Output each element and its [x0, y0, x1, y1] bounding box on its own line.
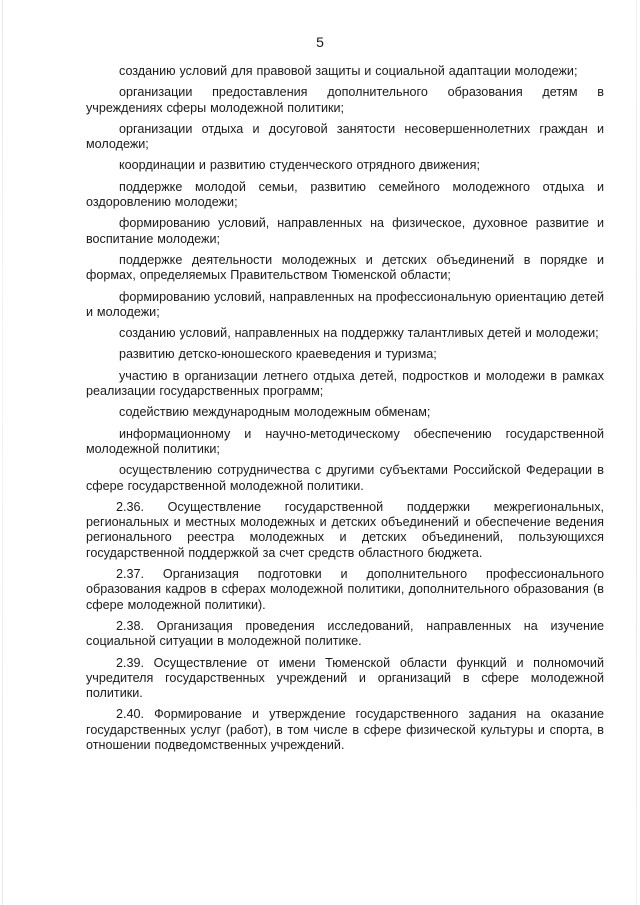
scan-edge-left — [2, 0, 3, 905]
numbered-item-2-39: 2.39. Осуществление от имени Тюменской области функций и полномочий учредителя государственных учреждений и организаций в сфере молодежной политики. — [86, 655, 604, 701]
numbered-item-2-40: 2.40. Формирование и утверждение государственного задания на оказание государственных услуг (работ), в том числе в сфере физической культуры и спорта, в отношении подведомственных учреждений. — [86, 707, 604, 752]
paragraph: поддержке молодой семьи, развитию семейного молодежного отдыха и оздоровлению молодежи; — [86, 179, 604, 210]
paragraph: поддержке деятельности молодежных и детских объединений в порядке и формах, определяемых Правительством Тюменской области; — [86, 252, 604, 283]
numbered-item-2-37: 2.37. Организация подготовки и дополнительного профессионального образования кадров в сферах молодежной политики, дополнительного образования (в сфере молодежной политики). — [86, 567, 604, 612]
document-body — [86, 64, 604, 759]
paragraph: осуществлению сотрудничества с другими субъектами Российской Федерации в сфере государственной молодежной политики. — [86, 463, 604, 493]
scan-edge-right — [636, 0, 637, 905]
paragraph: участию в организации летнего отдыха детей, подростков и молодежи в рамках реализации государственных программ; — [86, 368, 604, 399]
paragraph: формированию условий, направленных на профессиональную ориентацию детей и молодежи; — [86, 289, 604, 319]
paragraph: содействию международным молодежным обменам; — [119, 405, 431, 420]
paragraph: координации и развитию студенческого отрядного движения; — [119, 158, 480, 173]
page-number: 5 — [316, 34, 324, 50]
paragraph: организации предоставления дополнительного образования детям в учреждениях сферы молодежной политики; — [86, 85, 604, 115]
numbered-item-2-38: 2.38. Организация проведения исследований, направленных на изучение социальной ситуации в молодежной политике. — [86, 618, 604, 649]
paragraph: формированию условий, направленных на физическое, духовное развитие и воспитание молодежи; — [86, 216, 604, 246]
numbered-item-2-36: 2.36. Осуществление государственной поддержки межрегиональных, региональных и местных молодежных и детских объединений и обеспечение ведения регионального реестра молодежных и детских объединений, пользующихся государственной поддержкой за счет средств областного бюджета. — [86, 499, 604, 560]
paragraph: развитию детско-юношеского краеведения и туризма; — [119, 347, 437, 362]
paragraph: информационному и научно-методическому обеспечению государственной молодежной политики; — [86, 426, 604, 456]
paragraph: созданию условий для правовой защиты и социальной адаптации молодежи; — [119, 64, 578, 78]
paragraph: организации отдыха и досуговой занятости несовершеннолетних граждан и молодежи; — [86, 121, 604, 152]
paragraph: созданию условий, направленных на поддержку талантливых детей и молодежи; — [119, 326, 599, 341]
